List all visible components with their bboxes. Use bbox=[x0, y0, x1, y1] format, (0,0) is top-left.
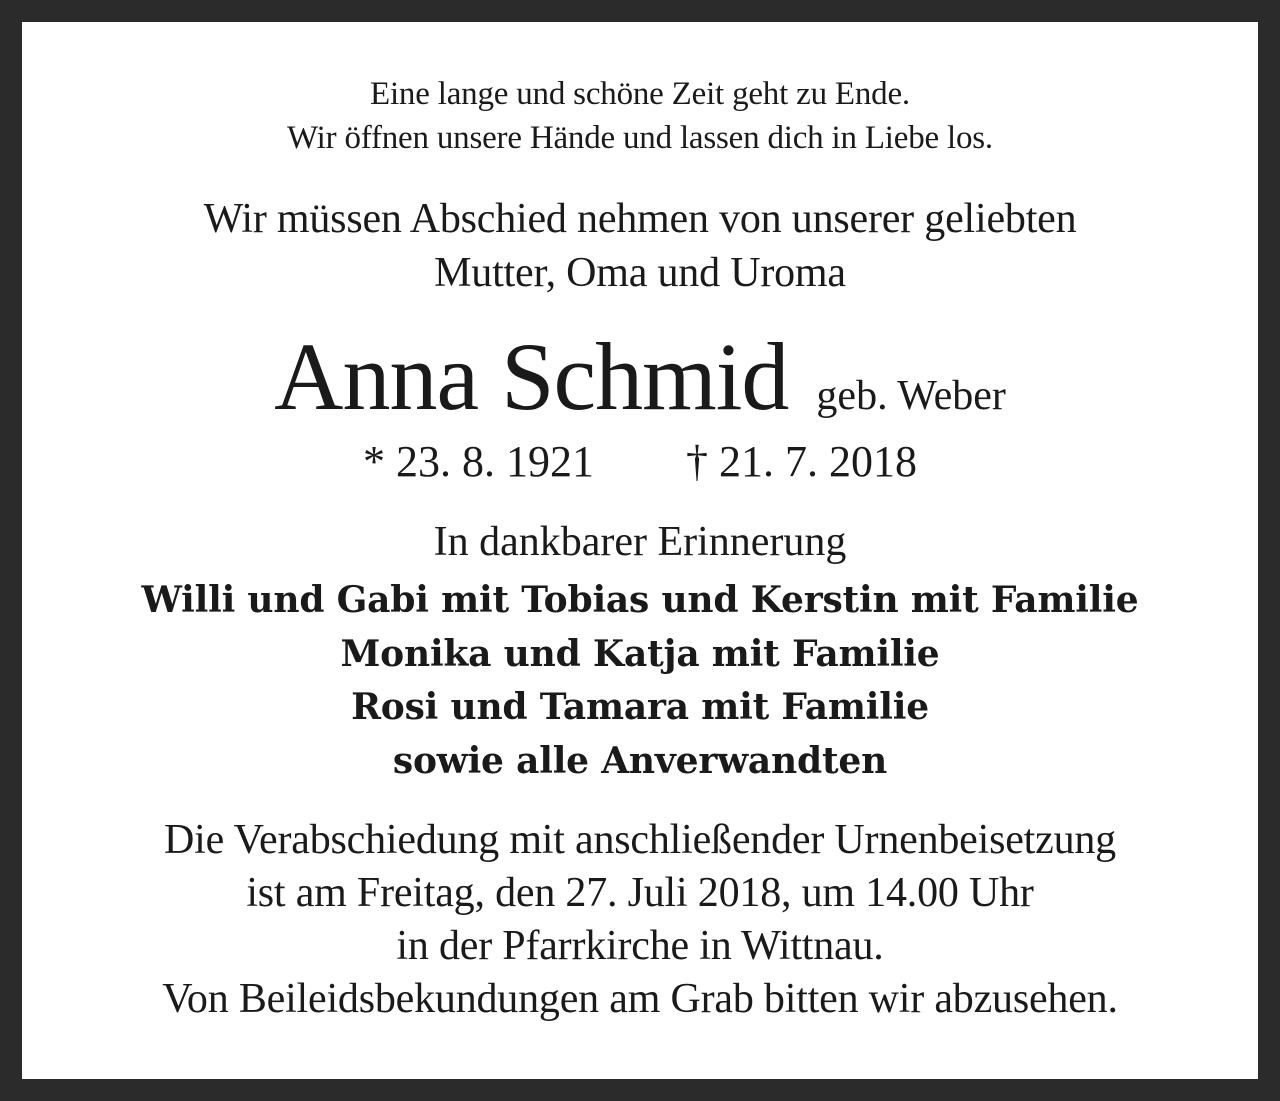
mourners-list bbox=[22, 574, 1258, 788]
intro-line: Mutter, Oma und Uroma bbox=[434, 250, 846, 296]
service-line: ist am Freitag, den 27. Juli 2018, um 14.00 Uhr bbox=[246, 870, 1034, 916]
life-dates bbox=[22, 435, 1258, 489]
service-line: Von Beileidsbekundungen am Grab bitten wir abzusehen. bbox=[162, 976, 1118, 1022]
remembrance-line: In dankbarer Erinnerung bbox=[433, 519, 847, 565]
mourner-line: sowie alle Anverwandten bbox=[392, 739, 888, 782]
deceased-name: Anna Schmid bbox=[274, 323, 789, 430]
service-line: Die Verabschiedung mit anschließender Urnenbeisetzung bbox=[164, 817, 1116, 863]
motto-line: Eine lange und schöne Zeit geht zu Ende. bbox=[370, 76, 910, 112]
obituary-notice bbox=[22, 22, 1258, 1079]
birth-name: geb. Weber bbox=[816, 373, 1006, 419]
motto-line: Wir öffnen unsere Hände und lassen dich in Liebe los. bbox=[287, 120, 993, 156]
intro bbox=[22, 192, 1258, 300]
service-line: in der Pfarrkirche in Wittnau. bbox=[396, 923, 884, 969]
motto bbox=[22, 72, 1258, 160]
birth-date: * 23. 8. 1921 bbox=[363, 437, 594, 486]
mourner-line: Monika und Katja mit Familie bbox=[340, 632, 940, 675]
service-info bbox=[22, 814, 1258, 1026]
intro-line: Wir müssen Abschied nehmen von unserer geliebten bbox=[203, 196, 1077, 242]
mourner-line: Rosi und Tamara mit Familie bbox=[351, 686, 929, 728]
deceased-name-row bbox=[22, 322, 1258, 432]
mourner-line: Willi und Gabi mit Tobias und Kerstin mit Familie bbox=[141, 579, 1139, 621]
death-date: † 21. 7. 2018 bbox=[686, 437, 917, 486]
